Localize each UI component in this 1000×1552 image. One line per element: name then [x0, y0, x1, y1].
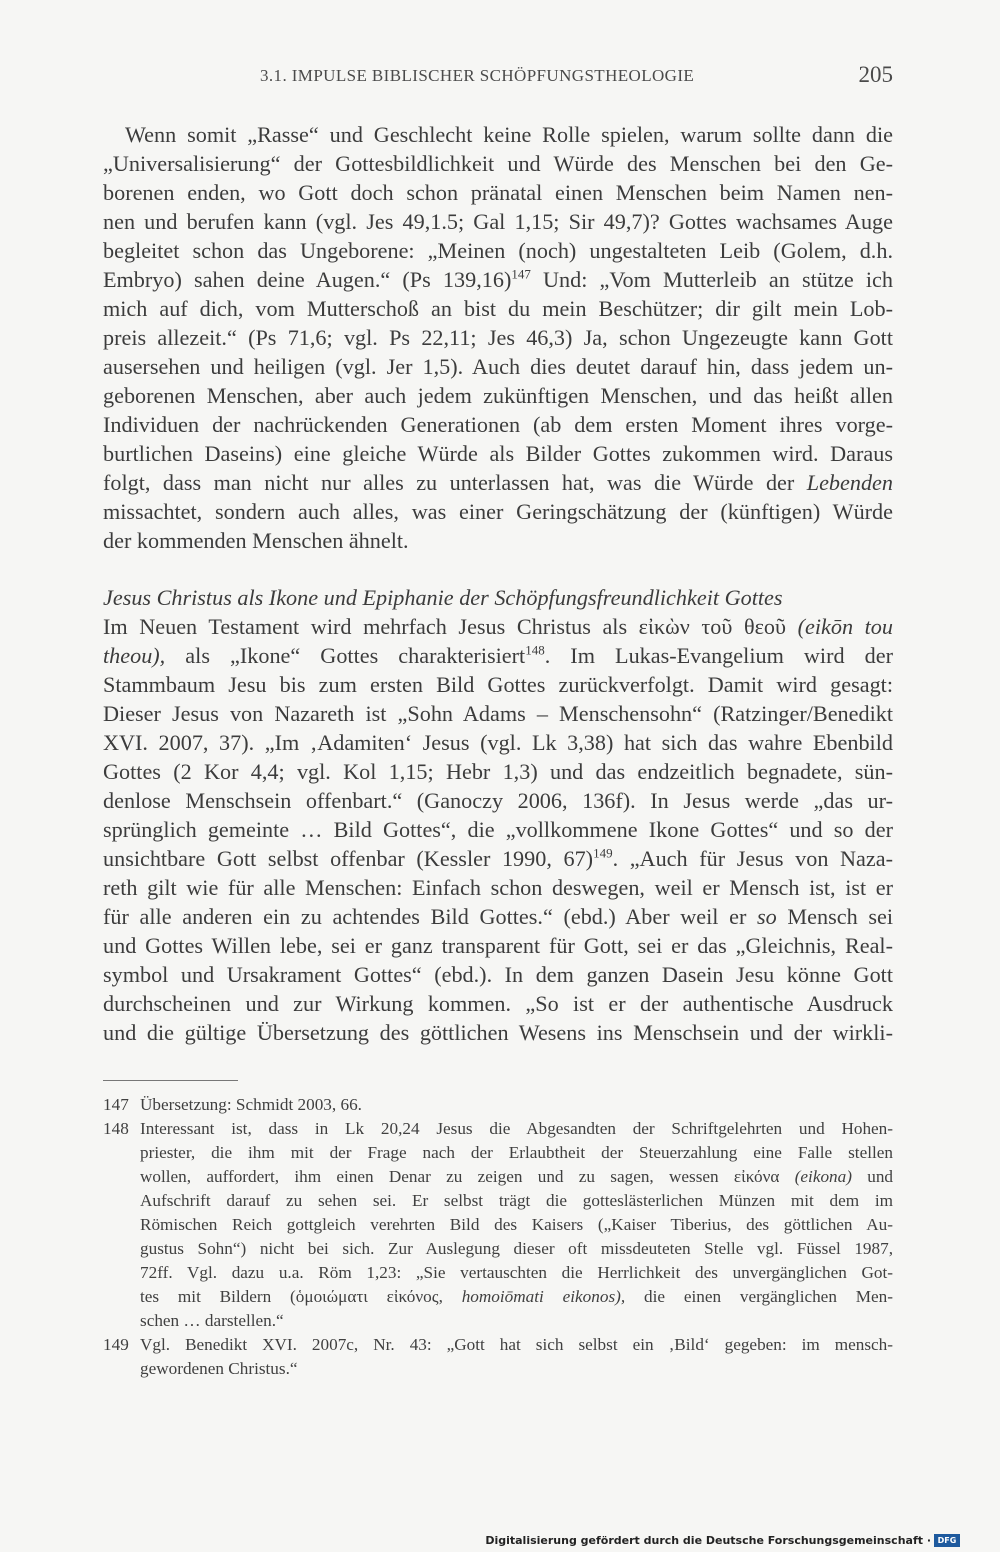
- body-line: der kommenden Menschen ähnelt.: [103, 528, 409, 553]
- section-heading: Jesus Christus als Ikone und Epiphanie der Schöpfungsfreundlichkeit Gottes: [103, 585, 783, 610]
- running-title: 3.1. IMPULSE BIBLISCHER SCHÖPFUNGSTHEOLOGIE: [260, 66, 695, 85]
- body-line: burtlichen Daseins) eine gleiche Würde als Bilder Gottes zukommen wird. Daraus: [103, 441, 893, 466]
- body-line: [103, 613, 893, 641]
- footnote-line: Römischen Reich gottgleich verehrten Bild des Kaisers („Kaiser Tiberius, des göttlichen Au-: [140, 1215, 893, 1234]
- footnote-number: 148: [103, 1119, 129, 1138]
- body-line: Individuen der nachrückenden Generationen (ab dem ersten Moment ihres vorge-: [103, 412, 893, 437]
- body-line: geborenen Menschen, aber auch jedem zukünftigen Menschen, und das heißt allen: [103, 383, 893, 408]
- footnote-text: Übersetzung: Schmidt 2003, 66.: [140, 1095, 362, 1114]
- footnote-line: gewordenen Christus.“: [140, 1359, 298, 1378]
- footnote-line: [140, 1165, 893, 1188]
- text-run: für alle anderen ein zu achtendes Bild Gottes.“ (ebd.) Aber weil er: [103, 904, 758, 929]
- footnote-text: Interessant ist, dass in Lk 20,24 Jesus die Abgesandten der Schriftgelehrten und Hohen-: [140, 1119, 893, 1138]
- text-run: Im Neuen Testament wird mehrfach Jesus Christus als εἰκὼν τοῦ θεοῦ: [103, 614, 798, 639]
- body-line: nen und berufen kann (vgl. Jes 49,1.5; Gal 1,15; Sir 49,7)? Gottes wachsames Auge: [103, 209, 893, 234]
- footnote-148: [103, 1117, 893, 1140]
- footnote-line: schen … darstellen.“: [140, 1311, 284, 1330]
- body-line: Wenn somit „Rasse“ und Geschlecht keine Rolle spielen, warum sollte dann die: [125, 122, 893, 147]
- footnote-line: priester, die ihm mit der Frage nach der Erlaubtheit der Steuerzahlung eine Falle stellen: [140, 1143, 893, 1162]
- text-run: . Im Lukas-Evangelium wird der: [544, 643, 893, 668]
- body-line: [103, 266, 893, 294]
- emphasis: so: [757, 904, 777, 929]
- footnote-ref: 148: [525, 642, 545, 658]
- emphasis: homoiōmati eikonos),: [461, 1287, 626, 1306]
- text-run: die einen vergänglichen Men-: [625, 1287, 893, 1306]
- body-line: Dieser Jesus von Nazareth ist „Sohn Adams – Menschensohn“ (Ratzinger/Benedikt: [103, 701, 893, 726]
- text-run: als „Ikone“ Gottes charakterisiert: [165, 643, 526, 668]
- body-line: durchscheinen und zur Wirkung kommen. „So ist er der authentische Ausdruck: [103, 991, 893, 1016]
- text-run: Embryo) sahen deine Augen.“ (Ps 139,16): [103, 267, 512, 292]
- body-line: ausersehen und heiligen (vgl. Jer 1,5). Auch dies deutet darauf hin, dass jedem un-: [103, 354, 893, 379]
- text-run: Mensch sei: [776, 904, 893, 929]
- body-line: missachtet, sondern auch alles, was einer Geringschätzung der (künftigen) Würde: [103, 499, 893, 524]
- text-run: wollen, auffordert, ihm einen Denar zu zeigen und zu sagen, wessen εἰκόνα: [140, 1167, 795, 1186]
- body-line: [103, 642, 893, 670]
- footnote-ref: 149: [593, 845, 613, 861]
- digitization-credit: [485, 1534, 960, 1547]
- page-number: 205: [858, 62, 893, 87]
- footnote-ref: 147: [511, 266, 531, 282]
- body-line: und Gottes Willen lebe, sei er ganz transparent für Gott, sei er das „Gleichnis, Real-: [103, 933, 893, 958]
- footnote-line: 72ff. Vgl. dazu u.a. Röm 1,23: „Sie vertauschten die Herrlichkeit des unvergänglichen Got-: [140, 1263, 893, 1282]
- footnote-line: Aufschrift darauf zu sehen sei. Er selbst trägt die gotteslästerlichen Münzen mit dem im: [140, 1191, 893, 1210]
- emphasis: Lebenden: [806, 470, 893, 495]
- body-line: sprünglich gemeinte … Bild Gottes“, die „vollkommene Ikone Gottes“ und so der: [103, 817, 893, 842]
- body-line: [103, 469, 893, 497]
- text-run: Und: „Vom Mutterleib an stütze ich: [530, 267, 893, 292]
- text-run: folgt, dass man nicht nur alles zu unterlassen hat, was die Würde der: [103, 470, 807, 495]
- footnote-text: Vgl. Benedikt XVI. 2007c, Nr. 43: „Gott hat sich selbst ein ‚Bild‘ gegeben: im mensch-: [140, 1335, 893, 1354]
- emphasis: theou),: [103, 643, 166, 668]
- text-run: und: [851, 1167, 894, 1186]
- body-line: [103, 903, 893, 931]
- footnote-number: 147: [103, 1095, 129, 1114]
- dfg-logo-icon: DFG: [934, 1534, 960, 1547]
- body-line: mich auf dich, vom Mutterschoß an bist du mein Beschützer; dir gilt mein Lob-: [103, 296, 893, 321]
- body-line: und die gültige Übersetzung des göttlichen Wesens ins Menschsein und der wirkli-: [103, 1020, 893, 1045]
- body-line: borenen enden, wo Gott doch schon pränatal einen Menschen beim Namen nen-: [103, 180, 893, 205]
- footnote-separator: [103, 1080, 238, 1081]
- footnote-line: gustus Sohn“) nicht bei sich. Zur Auslegung dieser oft missdeuteten Stelle vgl. Füssel 1987,: [140, 1239, 893, 1258]
- text-run: unsichtbare Gott selbst offenbar (Kessler 1990, 67): [103, 846, 594, 871]
- body-line: „Universalisierung“ der Gottesbildlichkeit und Würde des Menschen bei den Ge-: [103, 151, 893, 176]
- body-line: [103, 845, 893, 873]
- body-line: preis allezeit.“ (Ps 71,6; vgl. Ps 22,11; Jes 46,3) Ja, schon Ungezeugte kann Gott: [103, 325, 893, 350]
- body-line: Stammbaum Jesu bis zum ersten Bild Gottes zurückverfolgt. Damit wird gesagt:: [103, 672, 893, 697]
- body-line: begleitet schon das Ungeborene: „Meinen (noch) ungestalteten Leib (Golem, d.h.: [103, 238, 893, 263]
- body-line: Gottes (2 Kor 4,4; vgl. Kol 1,15; Hebr 1,3) und das endzeitlich begnadete, sün-: [103, 759, 893, 784]
- page-header: [103, 62, 893, 96]
- body-line: symbol und Ursakrament Gottes“ (ebd.). In dem ganzen Dasein Jesu könne Gott: [103, 962, 893, 987]
- body-line: XVI. 2007, 37). „Im ‚Adamiten‘ Jesus (vgl. Lk 3,38) hat sich das wahre Ebenbild: [103, 730, 893, 755]
- footnote-number: 149: [103, 1335, 129, 1354]
- text-run: . „Auch für Jesus von Naza-: [612, 846, 893, 871]
- footnote-147: [103, 1093, 893, 1116]
- emphasis: (eikona): [794, 1167, 852, 1186]
- footnote-149: [103, 1333, 893, 1356]
- body-line: reth gilt wie für alle Menschen: Einfach schon deswegen, weil er Mensch ist, ist er: [103, 875, 893, 900]
- text-run: tes mit Bildern (ὁμοιώματι εἰκόνος,: [140, 1287, 462, 1306]
- footnote-line: [140, 1285, 893, 1308]
- credit-text: Digitalisierung gefördert durch die Deutsche Forschungsgemeinschaft ·: [485, 1534, 931, 1547]
- emphasis: (eikōn tou: [797, 614, 893, 639]
- body-line: denlose Menschsein offenbart.“ (Ganoczy 2006, 136f). In Jesus werde „das ur-: [103, 788, 893, 813]
